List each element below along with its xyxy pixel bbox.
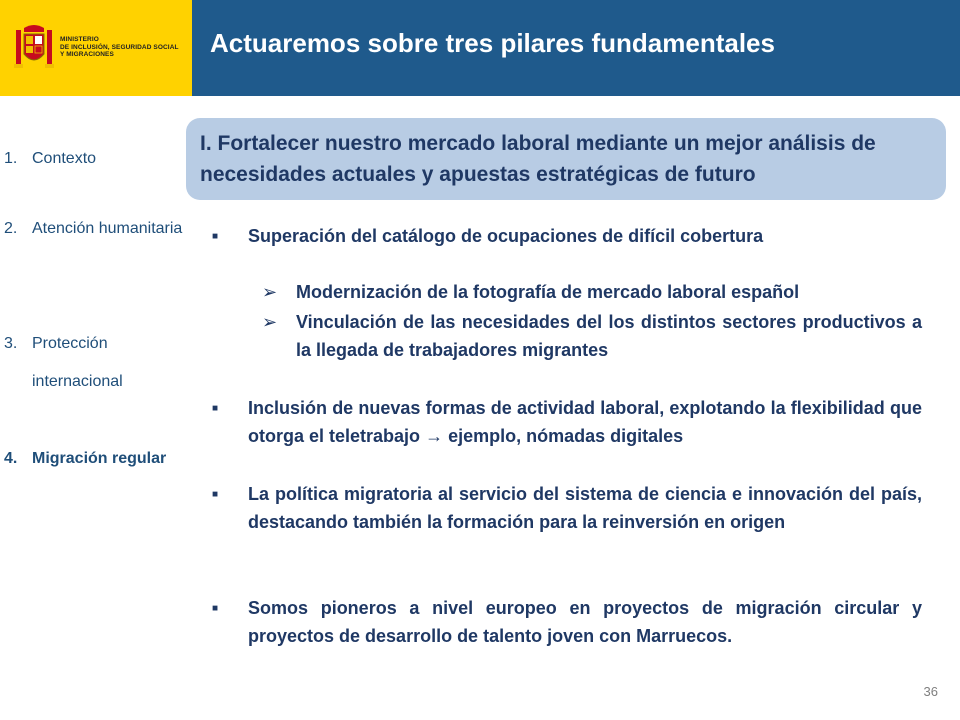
sidebar-item-proteccion-internacional[interactable] <box>4 325 192 401</box>
sidebar-item-label: Contexto <box>32 150 97 167</box>
square-bullet-icon: ■ <box>212 231 219 242</box>
arrow-bullet-icon: ➢ <box>262 312 278 332</box>
bullet-text-part: Inclusión de nuevas formas de actividad laboral, explotando la flexibilidad que otorga el teletrabajo <box>248 398 922 446</box>
title-bar <box>192 0 960 96</box>
square-bullet-icon: ■ <box>212 403 219 414</box>
list-item <box>212 480 922 536</box>
sidebar-item-contexto[interactable] <box>4 140 192 178</box>
square-bullet-icon: ■ <box>212 603 219 614</box>
bullet-text <box>248 394 922 450</box>
sub-bullet-text: Modernización de la fotografía de mercado laboral español <box>296 282 800 302</box>
slide-title: Actuaremos sobre tres pilares fundamentales <box>210 28 775 58</box>
sidebar-item-atencion-humanitaria[interactable] <box>4 210 192 248</box>
pillar-heading: I. Fortalecer nuestro mercado laboral mediante un mejor análisis de necesidades actuales y apuestas estratégicas de futuro <box>200 132 876 186</box>
page-number: 36 <box>923 684 938 699</box>
ministry-line: Y MIGRACIONES <box>60 51 114 58</box>
sidebar-item-label: Atención humanitaria <box>32 220 183 237</box>
list-item <box>212 394 922 450</box>
list-item <box>262 278 922 306</box>
right-arrow-icon: → <box>425 426 444 446</box>
bullet-text-part: ejemplo, nómadas digitales <box>448 426 684 446</box>
square-bullet-icon: ■ <box>212 489 219 500</box>
sidebar-item-number: 3. <box>4 335 18 352</box>
sidebar-item-label: Migración regular <box>32 450 167 467</box>
sidebar-item-number: 1. <box>4 150 18 167</box>
pillar-banner <box>186 118 946 200</box>
ministry-line: DE INCLUSIÓN, SEGURIDAD SOCIAL <box>60 43 179 51</box>
bullet-text: Superación del catálogo de ocupaciones de difícil cobertura <box>248 226 764 246</box>
arrow-bullet-icon: ➢ <box>262 282 278 302</box>
sidebar-item-number: 2. <box>4 220 18 237</box>
bullet-text: La política migratoria al servicio del sistema de ciencia e innovación del país, destacando también la formación para la reinversión en origen <box>248 484 922 532</box>
sidebar-item-label: Protección internacional <box>32 335 123 390</box>
sidebar-item-number: 4. <box>4 450 18 467</box>
list-item <box>212 594 922 650</box>
ministry-line: MINISTERIO <box>60 36 99 43</box>
sidebar-item-migracion-regular[interactable] <box>4 440 192 478</box>
coat-of-arms-icon <box>12 22 56 72</box>
list-item <box>212 222 922 251</box>
ministry-name <box>60 36 179 59</box>
list-item <box>262 308 922 364</box>
sub-bullet-text: Vinculación de las necesidades del los distintos sectores productivos a la llegada de trabajadores migrantes <box>296 312 922 360</box>
bullet-text: Somos pioneros a nivel europeo en proyectos de migración circular y proyectos de desarrollo de talento joven con Marruecos. <box>248 598 922 646</box>
ministry-logo <box>0 0 192 96</box>
